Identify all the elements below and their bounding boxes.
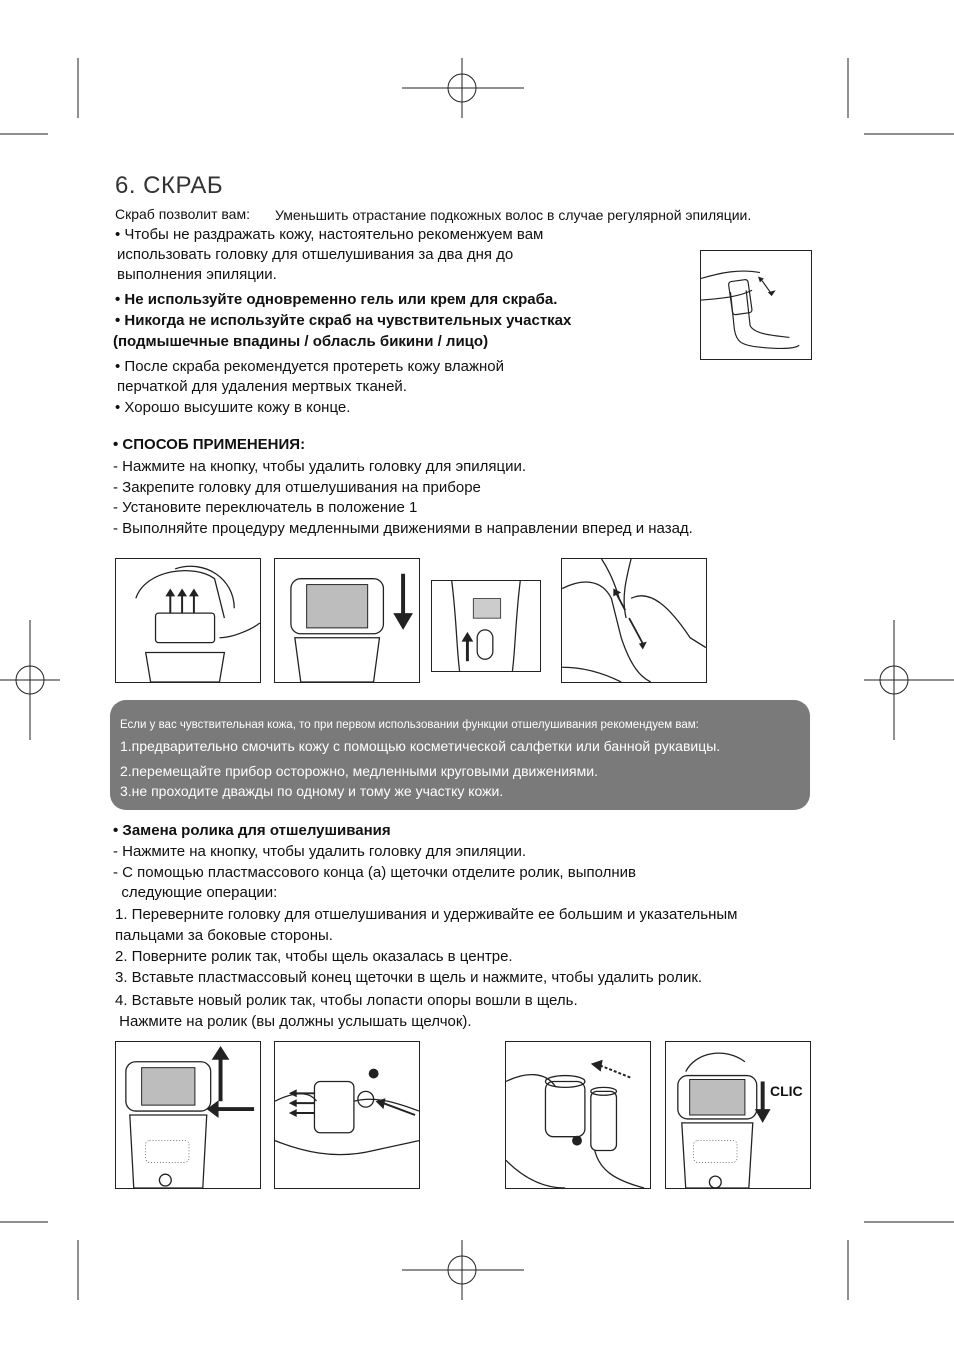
method-step: - Выполняйте процедуру медленными движениями в направлении вперед и назад.: [113, 520, 693, 537]
replace-line: пальцами за боковые стороны.: [115, 927, 333, 944]
method-step: - Нажмите на кнопку, чтобы удалить головку для эпиляции.: [113, 458, 527, 475]
clic-label: CLIC: [770, 1083, 803, 1099]
figure-svg: [666, 1042, 810, 1188]
leg-illustration-svg: [701, 251, 811, 359]
replace-line: 2. Поверните ролик так, чтобы щель оказалась в центре.: [115, 948, 513, 965]
note-line: 1.предварительно смочить кожу с помощью косметической салфетки или банной рукавицы.: [120, 738, 721, 754]
warning-line: • Никогда не используйте скраб на чувствительных участках: [115, 312, 572, 329]
note-intro: Если у вас чувствительная кожа, то при первом использовании функции отшелушивания рекомендуем вам:: [120, 719, 699, 731]
figure-switch-position: [431, 580, 541, 672]
sensitive-skin-note: [110, 700, 810, 810]
figure-click-roller: [665, 1041, 811, 1189]
method-heading: • СПОСОБ ПРИМЕНЕНИЯ:: [113, 436, 306, 453]
replace-heading: • Замена ролика для отшелушивания: [113, 822, 391, 839]
warning-line: • Не используйте одновременно гель или крем для скраба.: [115, 291, 558, 308]
intro-bullet-line: использовать головку для отшелушивания за два дня до: [117, 246, 514, 263]
figure-svg: [275, 1042, 419, 1188]
figure-attach-scrub-head: [274, 558, 420, 683]
replace-line: - Нажмите на кнопку, чтобы удалить головку для эпиляции.: [113, 843, 527, 860]
figure-svg: [562, 559, 706, 682]
aftercare-line: перчаткой для удаления мертвых тканей.: [117, 378, 407, 395]
figure-scrub-motion: [561, 558, 707, 683]
aftercare-line: • Хорошо высушите кожу в конце.: [115, 399, 351, 416]
intro-benefit: Уменьшить отрастание подкожных волос в случае регулярной эпиляции.: [275, 207, 752, 223]
replace-line: 1. Переверните головку для отшелушивания и удерживайте ее большим и указательным: [115, 906, 738, 923]
section-title: 6. СКРАБ: [115, 172, 224, 199]
figure-svg: [116, 1042, 260, 1188]
replace-line: 4. Вставьте новый ролик так, чтобы лопасти опоры вошли в щель.: [115, 992, 578, 1009]
intro-bullet-line: • Чтобы не раздражать кожу, настоятельно рекоменжуем вам: [115, 226, 544, 243]
intro-lead: Скраб позволит вам:: [115, 206, 250, 222]
figure-svg: [275, 559, 419, 682]
figure-flip-scrub-head: [115, 1041, 261, 1189]
note-line: 3.не проходите дважды по одному и тому же участку кожи.: [120, 783, 504, 799]
aftercare-line: • После скраба рекомендуется протереть кожу влажной: [115, 358, 505, 375]
intro-bullet-line: выполнения эпиляции.: [117, 266, 277, 283]
figure-svg: [116, 559, 260, 682]
leg-scrub-illustration: [700, 250, 812, 360]
figure-remove-roller: [274, 1041, 420, 1189]
figure-svg: [506, 1042, 650, 1188]
figure-insert-new-roller: [505, 1041, 651, 1189]
method-step: - Закрепите головку для отшелушивания на приборе: [113, 479, 481, 496]
figure-svg: [432, 581, 540, 671]
replace-line: - С помощью пластмассового конца (а) щеточки отделите ролик, выполнив: [113, 864, 636, 881]
replace-line: следующие операции:: [113, 884, 278, 901]
method-step: - Установите переключатель в положение 1: [113, 499, 418, 516]
note-line: 2.перемещайте прибор осторожно, медленными круговыми движениями.: [120, 763, 598, 779]
warning-line: (подмышечные впадины / обласль бикини / лицо): [113, 333, 489, 350]
replace-line: Нажмите на ролик (вы должны услышать щелчок).: [115, 1013, 472, 1030]
replace-line: 3. Вставьте пластмассовый конец щеточки в щель и нажмите, чтобы удалить ролик.: [115, 969, 703, 986]
figure-remove-epilation-head: [115, 558, 261, 683]
